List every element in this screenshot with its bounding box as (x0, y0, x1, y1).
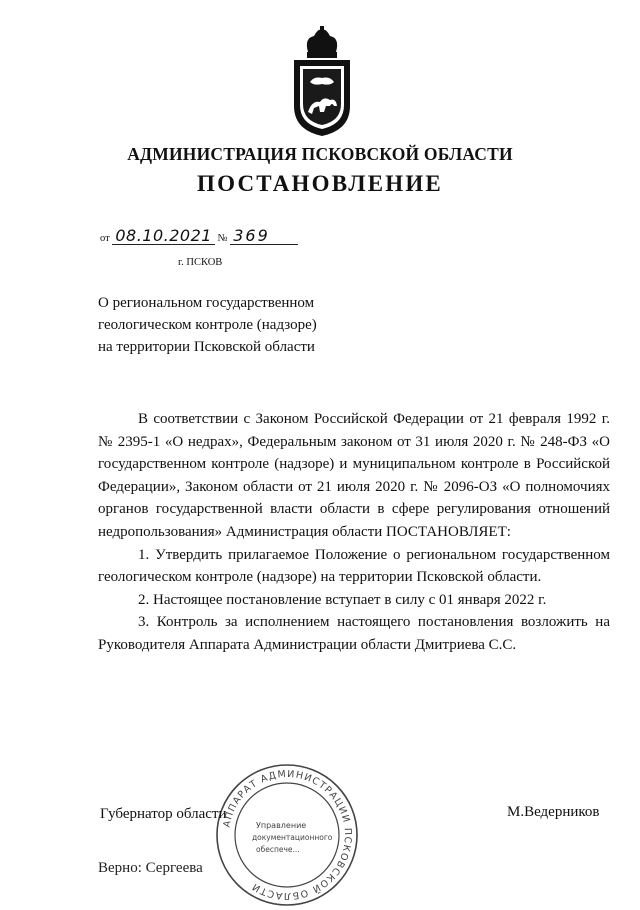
subject-line: О региональном государственном (98, 295, 315, 311)
document-date: 08.10.2021 (112, 228, 215, 245)
resolution-item-1: 1. Утвердить прилагаемое Положение о региональном государственном геологическом контроле (надзоре) на территории Псковской области. (98, 546, 610, 586)
svg-text:АППАРАТ АДМИНИСТРАЦИИ ПСКОВСКО: АППАРАТ АДМИНИСТРАЦИИ ПСКОВСКОЙ ОБЛАСТИ (221, 768, 354, 902)
preamble-paragraph: В соответствии с Законом Российской Федерации от 21 февраля 1992 г. № 2395-1 «О недрах», Федеральным законом от 31 июля 2020 г. № 248-ФЗ «О государственном контроле (надзоре) и муниципальном контроле в Российской Федерации», Законом области от 21 июля 2020 г. № 2096-ОЗ «О полномочиях органов государственной власти области в сфере регулирования отношений недропользования» Администрация области ПОСТАНОВЛЯЕТ: (98, 411, 610, 540)
registration-line (100, 228, 298, 245)
verification-note: Верно: Сергеева (98, 860, 203, 876)
document-body (98, 408, 610, 657)
signatory-name: М.Ведерников (507, 804, 600, 820)
city: г. ПСКОВ (178, 257, 223, 268)
pskov-coat-of-arms-icon (290, 26, 354, 138)
svg-text:Управление: Управление (256, 821, 307, 830)
subject-line: геологическом контроле (надзоре) (98, 317, 317, 333)
resolution-item-2: 2. Настоящее постановление вступает в силу с 01 января 2022 г. (138, 591, 547, 608)
official-stamp (212, 760, 362, 910)
signatory-position: Губернатор области (100, 806, 227, 822)
document-subject (98, 292, 317, 358)
document-number: 369 (230, 228, 298, 245)
date-prefix: от (100, 233, 110, 244)
resolution-item-3: 3. Контроль за исполнением настоящего постановления возложить на Руководителя Аппарата Администрации области Дмитриева С.С. (98, 614, 610, 653)
subject-line: на территории Псковской области (98, 339, 315, 355)
document-type: ПОСТАНОВЛЕНИЕ (197, 171, 443, 196)
number-prefix: № (217, 233, 228, 244)
svg-text:обеспече...: обеспече... (256, 845, 300, 854)
organization-name: АДМИНИСТРАЦИЯ ПСКОВСКОЙ ОБЛАСТИ (127, 144, 513, 164)
svg-text:документационного: документационного (252, 833, 333, 842)
